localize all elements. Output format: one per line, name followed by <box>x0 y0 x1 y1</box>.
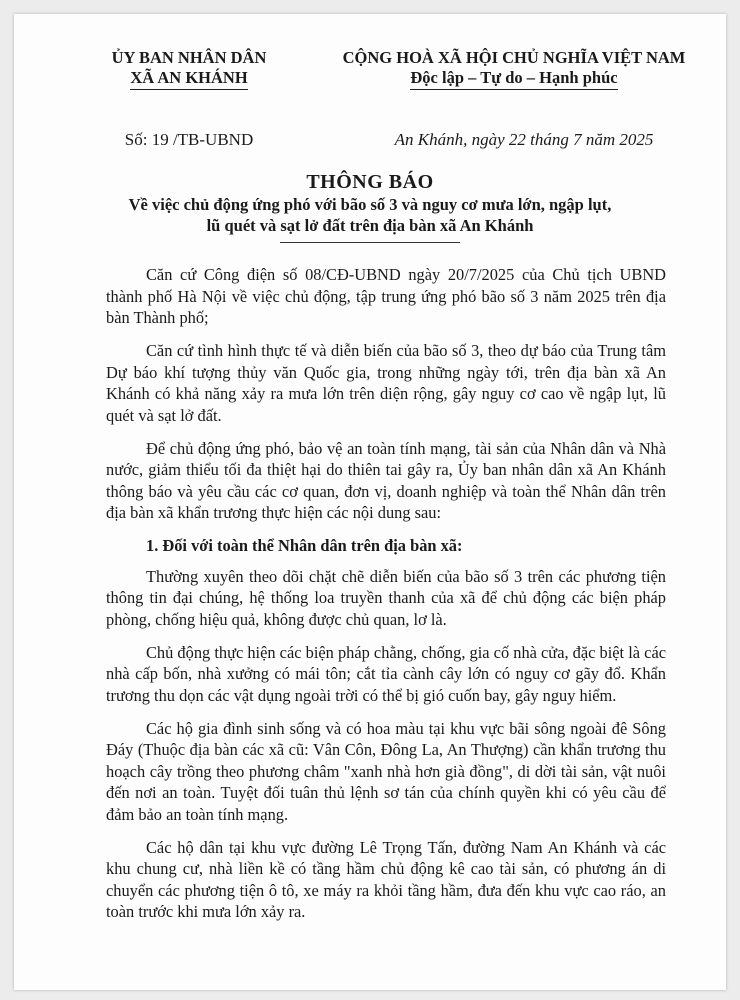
subject-divider <box>280 242 460 243</box>
nation-title: CỘNG HOÀ XÃ HỘI CHỦ NGHĨA VIỆT NAM <box>342 48 686 67</box>
document-type: THÔNG BÁO <box>306 171 434 193</box>
paragraph-basement-residents: Các hộ dân tại khu vực đường Lê Trọng Tấn, đường Nam An Khánh và các khu chung cư, nhà liền kề có tầng hầm chủ động kê cao tài sản, có phương án di chuyển các phương tiện ô tô, xe máy ra khỏi tầng hầm, đưa đến khu vực cao ráo, an toàn trước khi mưa lớn xảy ra. <box>106 837 666 921</box>
subject-line-2: lũ quét và sạt lở đất trên địa bàn xã An Khánh <box>206 216 534 235</box>
place-and-date: An Khánh, ngày 22 tháng 7 năm 2025 <box>394 130 654 149</box>
subject-line-1: Về việc chủ động ứng phó với bão số 3 và nguy cơ mưa lớn, ngập lụt, <box>128 195 612 214</box>
paragraph-purpose: Để chủ động ứng phó, bảo vệ an toàn tính mạng, tài sản của Nhân dân và Nhà nước, giảm thiểu tối đa thiệt hại do thiên tai gây ra, Ủy ban nhân dân xã An Khánh thông báo và yêu cầu các cơ quan, đơn vị, doanh nghiệp và toàn thể Nhân dân trên địa bàn xã khẩn trương thực hiện các nội dung sau: <box>106 438 666 522</box>
motto-line: Độc lập – Tự do – Hạnh phúc <box>410 68 617 90</box>
section-heading-1: 1. Đối với toàn thể Nhân dân trên địa bàn xã: <box>146 536 463 555</box>
document-page <box>14 14 726 990</box>
paragraph-reinforcement: Chủ động thực hiện các biện pháp chằng, chống, gia cố nhà cửa, đặc biệt là các nhà cấp bốn, nhà xưởng có mái tôn; cắt tỉa cành cây lớn có nguy cơ gãy đổ. Khẩn trương thu dọn các vật dụng ngoài trời có thể bị gió cuốn bay, gây nguy hiểm. <box>106 642 666 705</box>
paragraph-riverbank-households: Các hộ gia đình sinh sống và có hoa màu tại khu vực bãi sông ngoài đê Sông Đáy (Thuộc địa bàn các xã cũ: Vân Côn, Đông La, An Thượng) cần khẩn trương thu hoạch cây trồng theo phương châm "xanh nhà hơn già đồng", di dời tài sản, vật nuôi đến nơi an toàn. Tuyệt đối tuân thủ lệnh sơ tán của chính quyền khi có yêu cầu để đảm bảo an toàn tính mạng. <box>106 718 666 824</box>
authority-line-2: XÃ AN KHÁNH <box>130 68 247 90</box>
authority-line-1: ỦY BAN NHÂN DÂN <box>111 48 267 67</box>
document-body <box>106 264 666 934</box>
title-block <box>14 170 726 243</box>
issuing-authority <box>74 48 304 90</box>
paragraph-basis-2: Căn cứ tình hình thực tế và diễn biến của bão số 3, theo dự báo của Trung tâm Dự báo khí tượng thủy văn Quốc gia, trong những ngày tới, trên địa bàn xã An Khánh có khả năng xảy ra mưa lớn trên diện rộng, gây nguy cơ cao về ngập lụt, lũ quét và sạt lở đất. <box>106 341 666 425</box>
national-motto <box>324 48 704 90</box>
paragraph-basis-1: Căn cứ Công điện số 08/CĐ-UBND ngày 20/7/2025 của Chủ tịch UBND thành phố Hà Nội về việc chủ động, tập trung ứng phó bão số 3 năm 2025 trên địa bàn Thành phố; <box>106 265 666 327</box>
paragraph-monitoring: Thường xuyên theo dõi chặt chẽ diễn biến của bão số 3 trên các phương tiện thông tin đại chúng, hệ thống loa truyền thanh của xã để chủ động các biện pháp phòng, chống hiệu quả, không được chủ quan, lơ là. <box>106 566 666 629</box>
document-number: Số: 19 /TB-UBND <box>124 130 254 149</box>
document-header <box>14 48 726 158</box>
